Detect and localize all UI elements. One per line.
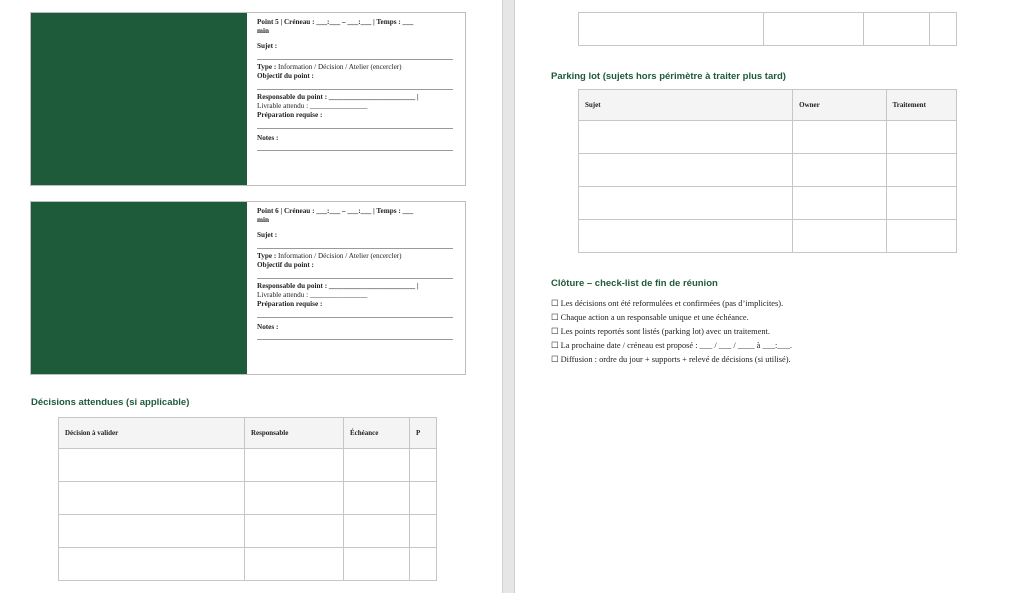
deliverable-label: Livrable attendu : ________________	[257, 291, 368, 299]
type-label: Type :	[257, 63, 277, 71]
checklist-item[interactable]: ☐ Chaque action a un responsable unique et une échéance.	[551, 313, 749, 322]
agenda-point-body	[257, 207, 453, 343]
closing-checklist	[551, 297, 871, 367]
table-cell[interactable]	[579, 13, 764, 46]
table-cell[interactable]	[579, 154, 793, 187]
table-cell[interactable]	[886, 220, 956, 253]
table-cell[interactable]	[793, 121, 886, 154]
table-cell[interactable]	[793, 187, 886, 220]
table-cell[interactable]	[59, 482, 245, 515]
color-band	[31, 13, 247, 185]
table-cell[interactable]	[245, 548, 344, 581]
table-row	[59, 515, 437, 548]
notes-label: Notes :	[257, 323, 279, 331]
table-cell[interactable]	[245, 482, 344, 515]
table-row	[579, 13, 957, 46]
table-cell[interactable]	[59, 449, 245, 482]
table-cell[interactable]	[886, 187, 956, 220]
point-header: Point 5 | Créneau : ___:___ – ___:___ | Temps : ___	[257, 18, 414, 26]
point-header: Point 6 | Créneau : ___:___ – ___:___ | Temps : ___	[257, 207, 414, 215]
table-cell[interactable]	[579, 187, 793, 220]
table-header-row	[59, 418, 437, 449]
table-row	[59, 449, 437, 482]
table-row	[59, 548, 437, 581]
type-label: Type :	[257, 252, 277, 260]
col-header: Sujet	[579, 90, 793, 121]
table-cell[interactable]	[579, 121, 793, 154]
table-row	[59, 482, 437, 515]
owner-label: Responsable du point : ________________________ |	[257, 93, 419, 101]
agenda-point-card	[30, 12, 466, 186]
parking-table	[578, 89, 957, 253]
right-page	[514, 0, 1016, 593]
table-cell[interactable]	[579, 220, 793, 253]
table-cell[interactable]	[410, 449, 437, 482]
table-header-row	[579, 90, 957, 121]
table-cell[interactable]	[764, 13, 863, 46]
owner-label: Responsable du point : ________________________ |	[257, 282, 419, 290]
type-options: Information / Décision / Atelier (encercler)	[278, 63, 402, 71]
agenda-point-card	[30, 201, 466, 375]
col-header: Échéance	[344, 418, 410, 449]
table-cell[interactable]	[245, 449, 344, 482]
table-row	[579, 187, 957, 220]
table-cell[interactable]	[344, 515, 410, 548]
table-row	[579, 220, 957, 253]
table-cell[interactable]	[344, 482, 410, 515]
table-cell[interactable]	[886, 154, 956, 187]
deliverable-label: Livrable attendu : ________________	[257, 102, 368, 110]
table-cell[interactable]	[886, 121, 956, 154]
col-header: Traitement	[886, 90, 956, 121]
agenda-point-body	[257, 18, 453, 154]
color-band	[31, 202, 247, 374]
prep-label: Préparation requise :	[257, 300, 323, 308]
table-cell[interactable]	[929, 13, 956, 46]
continued-table	[578, 12, 957, 46]
col-header: Owner	[793, 90, 886, 121]
table-cell[interactable]	[863, 13, 929, 46]
point-min: min	[257, 27, 269, 35]
table-cell[interactable]	[410, 482, 437, 515]
objective-label: Objectif du point :	[257, 72, 314, 80]
subject-label: Sujet :	[257, 231, 278, 239]
checklist-item[interactable]: ☐ Les points reportés sont listés (parking lot) avec un traitement.	[551, 327, 770, 336]
table-row	[579, 154, 957, 187]
table-row	[579, 121, 957, 154]
decisions-title: Décisions attendues (si applicable)	[31, 397, 190, 408]
closing-title: Clôture – check-list de fin de réunion	[551, 278, 718, 289]
checklist-item[interactable]: ☐ La prochaine date / créneau est proposé : ___ / ___ / ____ à ___:___.	[551, 341, 793, 350]
table-cell[interactable]	[793, 220, 886, 253]
table-cell[interactable]	[344, 548, 410, 581]
table-cell[interactable]	[59, 548, 245, 581]
checklist-item[interactable]: ☐ Diffusion : ordre du jour + supports + relevé de décisions (si utilisé).	[551, 355, 791, 364]
objective-label: Objectif du point :	[257, 261, 314, 269]
type-options: Information / Décision / Atelier (encercler)	[278, 252, 402, 260]
prep-label: Préparation requise :	[257, 111, 323, 119]
table-cell[interactable]	[59, 515, 245, 548]
table-cell[interactable]	[245, 515, 344, 548]
notes-label: Notes :	[257, 134, 279, 142]
parking-title: Parking lot (sujets hors périmètre à traiter plus tard)	[551, 71, 786, 82]
col-header: Responsable	[245, 418, 344, 449]
table-cell[interactable]	[344, 449, 410, 482]
subject-label: Sujet :	[257, 42, 278, 50]
table-cell[interactable]	[793, 154, 886, 187]
left-page	[0, 0, 502, 593]
point-min: min	[257, 216, 269, 224]
col-header: Décision à valider	[59, 418, 245, 449]
table-cell[interactable]	[410, 548, 437, 581]
decisions-table	[58, 417, 437, 581]
checklist-item[interactable]: ☐ Les décisions ont été reformulées et confirmées (pas d’implicites).	[551, 299, 784, 308]
table-cell[interactable]	[410, 515, 437, 548]
col-header: P	[410, 418, 437, 449]
